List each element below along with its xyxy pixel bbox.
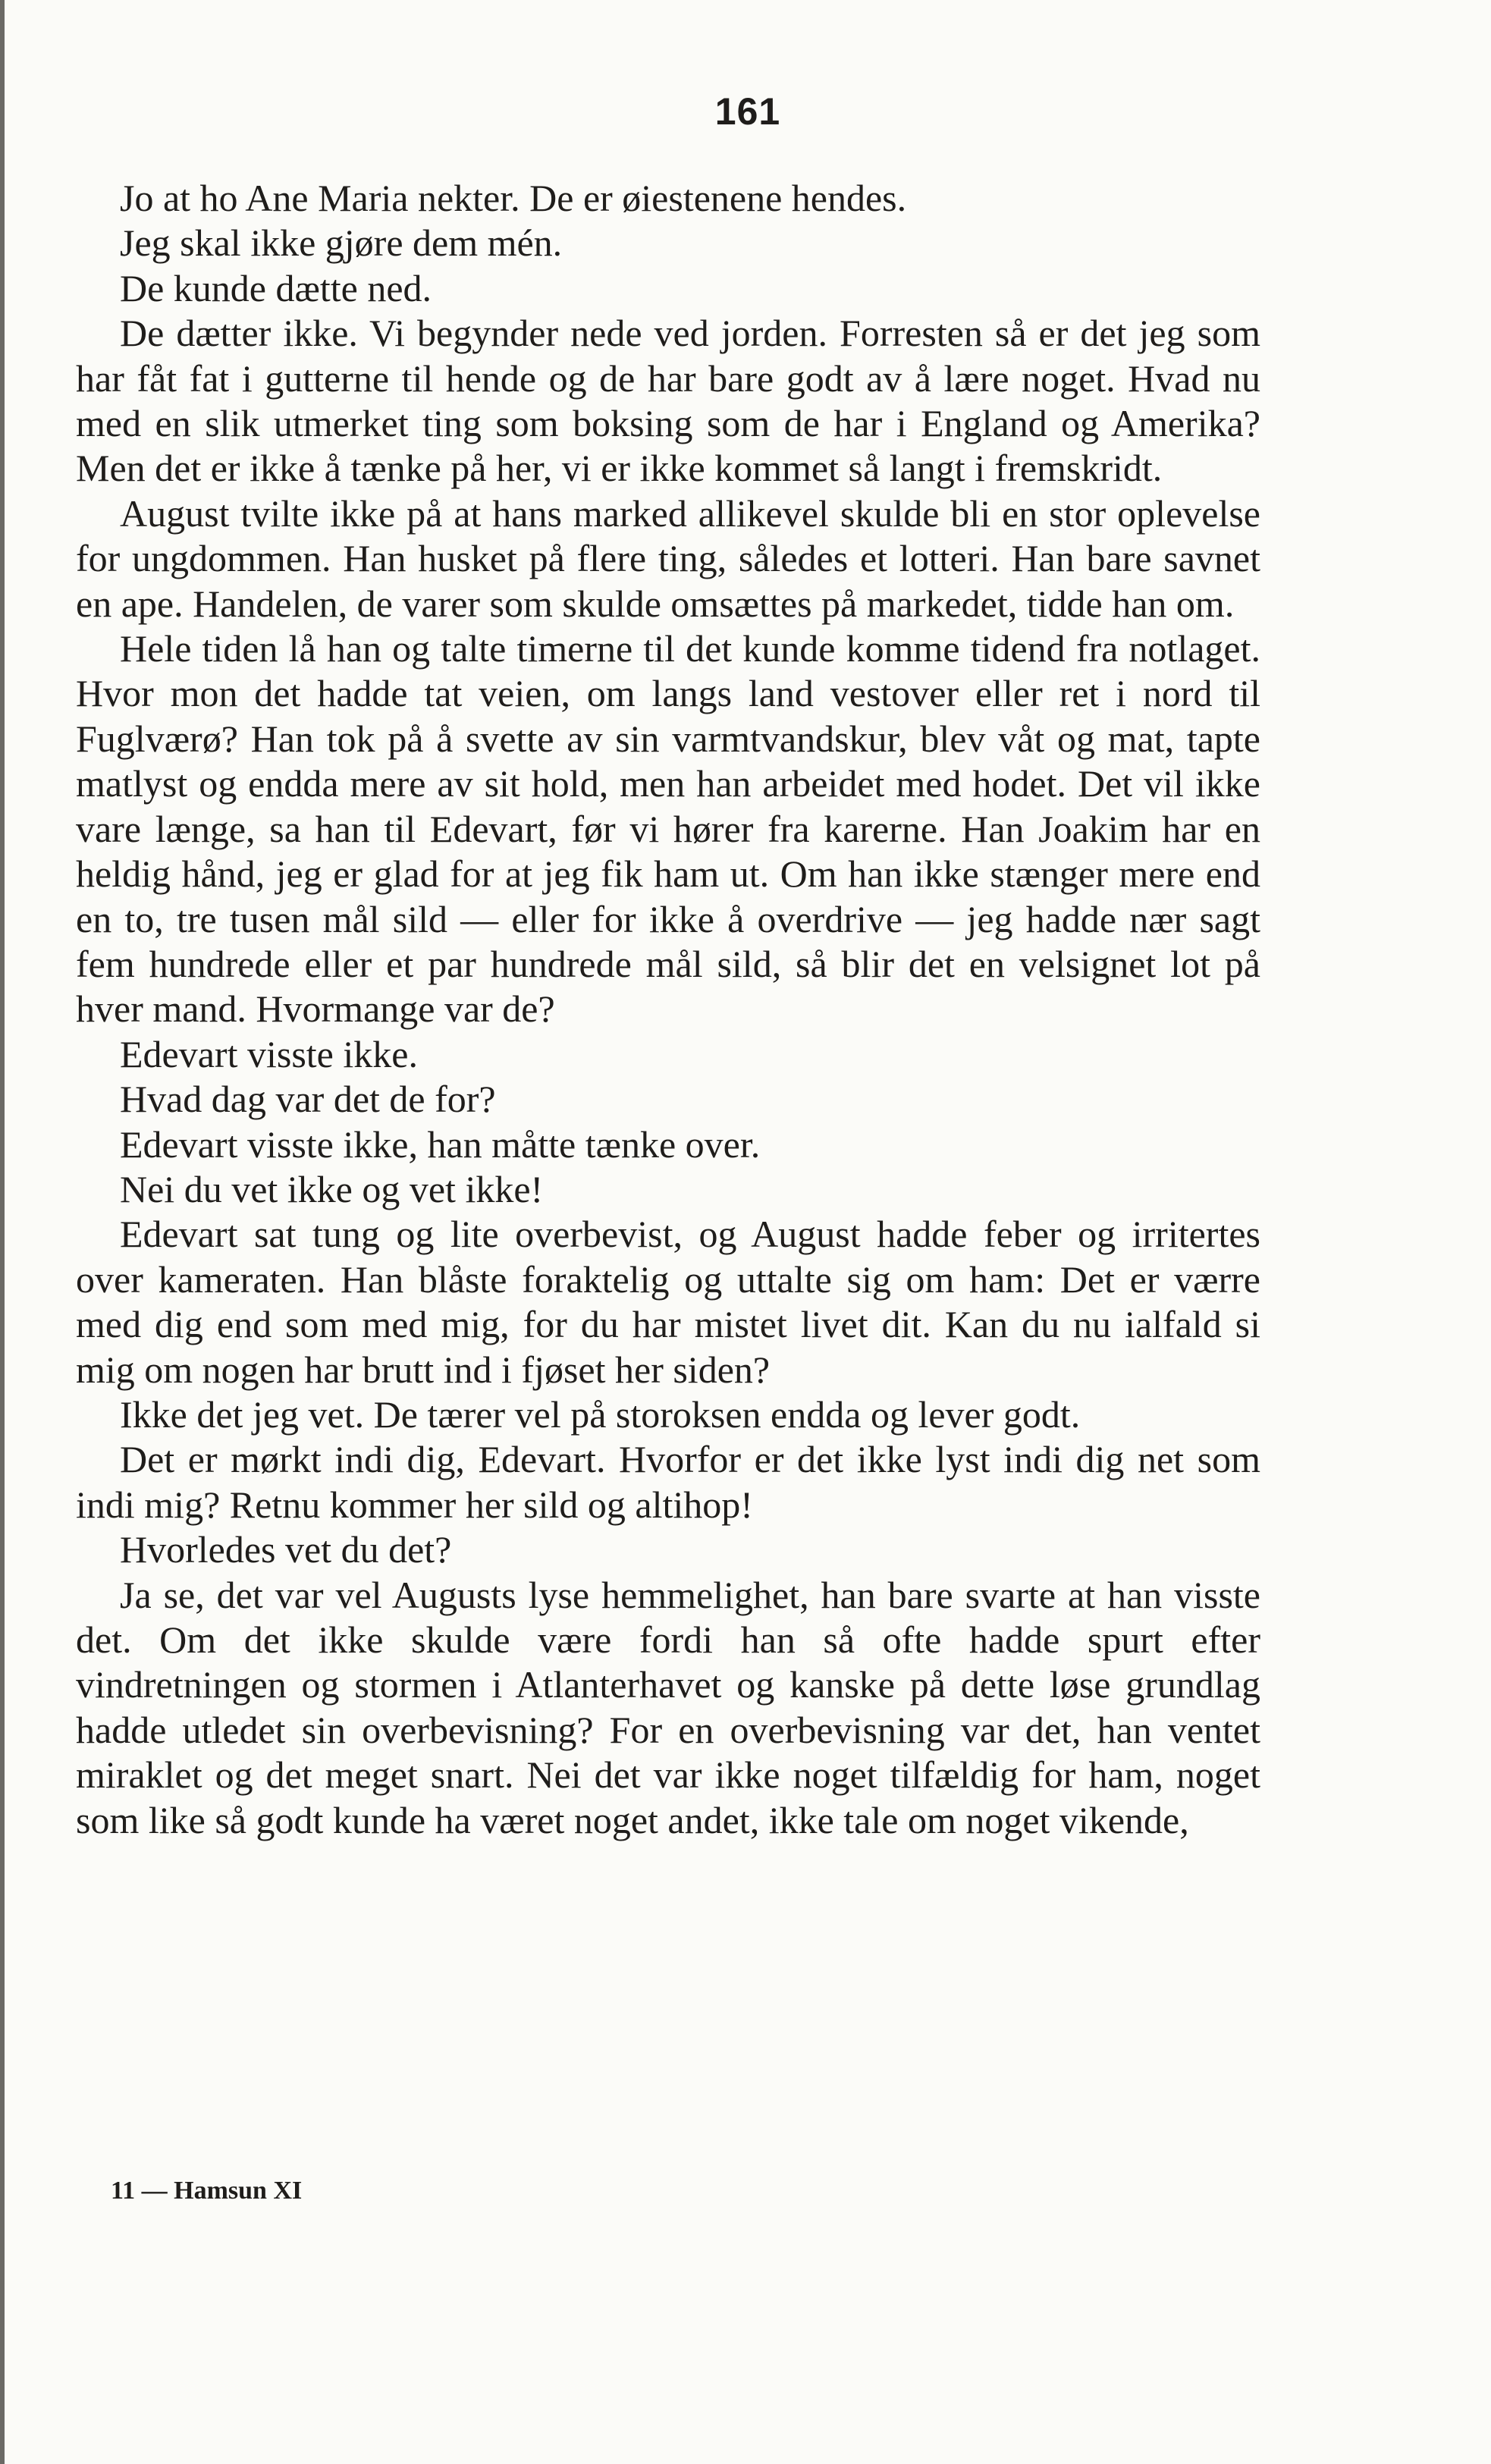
paragraph: Ikke det jeg vet. De tærer vel på storoksen endda og lever godt. xyxy=(120,1392,1081,1436)
signature-footer: 11 — Hamsun XI xyxy=(111,2177,303,2205)
paragraph: Edevart visste ikke. xyxy=(120,1032,418,1075)
paragraph: Edevart sat tung og lite overbevist, og August hadde feber og irritertes over kameraten. Han blåste foraktelig og uttalte sig om ham: Det er værre med dig end som med mig, for du har mistet livet dit. Kan du nu ialfald si mig om nogen har brutt ind i fjøset her siden? xyxy=(76,1213,1260,1391)
paragraph: Hvad dag var det de for? xyxy=(120,1078,496,1121)
paragraph: Hvorledes vet du det? xyxy=(120,1528,452,1571)
paragraph: Hele tiden lå han og talte timerne til det kunde komme tidend fra notlaget. Hvor mon det hadde tat veien, om langs land vestover eller ret i nord til Fuglværø? Han tok på å svette av sin varmtvandskur, blev våt og mat, tapte matlyst og endda mere av sit hold, men han arbeidet med hodet. Det vil ikke vare længe, sa han til Edevart, før vi hører fra karerne. Han Joakim har en heldig hånd, jeg er glad for at jeg fik ham ut. Om han ikke stænger mere end en to, tre tusen mål sild — eller for ikke å overdrive — jeg hadde nær sagt fem hundrede eller et par hundrede mål sild, så blir det en velsignet lot på hver mand. Hvormange var de? xyxy=(76,627,1260,1031)
body-text xyxy=(76,176,1260,1843)
paragraph: Edevart visste ikke, han måtte tænke over. xyxy=(120,1122,761,1166)
paragraph: August tvilte ikke på at hans marked allikevel skulde bli en stor oplevelse for ungdommen. Han husket på flere ting, således et lotteri. Han bare savnet en ape. Handelen, de varer som skulde omsættes på markedet, tidde han om. xyxy=(76,491,1260,625)
paragraph: Ja se, det var vel Augusts lyse hemmelighet, han bare svarte at han visste det. Om det ikke skulde være fordi han så ofte hadde spurt efter vindretningen og stormen i Atlanterhavet og kanske på dette løse grundlag hadde utledet sin overbevisning? For en overbevisning var det, han ventet miraklet og det meget snart. Nei det var ikke noget tilfældig for ham, noget som like så godt kunde ha været noget andet, ikke tale om noget vikende, xyxy=(76,1573,1260,1841)
page-number: 161 xyxy=(714,90,781,133)
paragraph: De dætter ikke. Vi begynder nede ved jorden. Forresten så er det jeg som har fåt fat i gutterne til hende og de har bare godt av å lære noget. Hvad nu med en slik utmerket ting som boksing som de har i England og Amerika? Men det er ikke å tænke på her, vi er ikke kommet så langt i fremskridt. xyxy=(76,312,1260,490)
paragraph: Jo at ho Ane Maria nekter. De er øiestenene hendes. xyxy=(120,177,907,219)
paragraph: Jeg skal ikke gjøre dem mén. xyxy=(120,221,563,265)
paragraph: De kunde dætte ned. xyxy=(120,266,432,309)
paragraph: Det er mørkt indi dig, Edevart. Hvorfor er det ikke lyst indi dig net som indi mig? Retnu kommer her sild og altihop! xyxy=(76,1438,1260,1526)
paragraph: Nei du vet ikke og vet ikke! xyxy=(120,1167,544,1210)
